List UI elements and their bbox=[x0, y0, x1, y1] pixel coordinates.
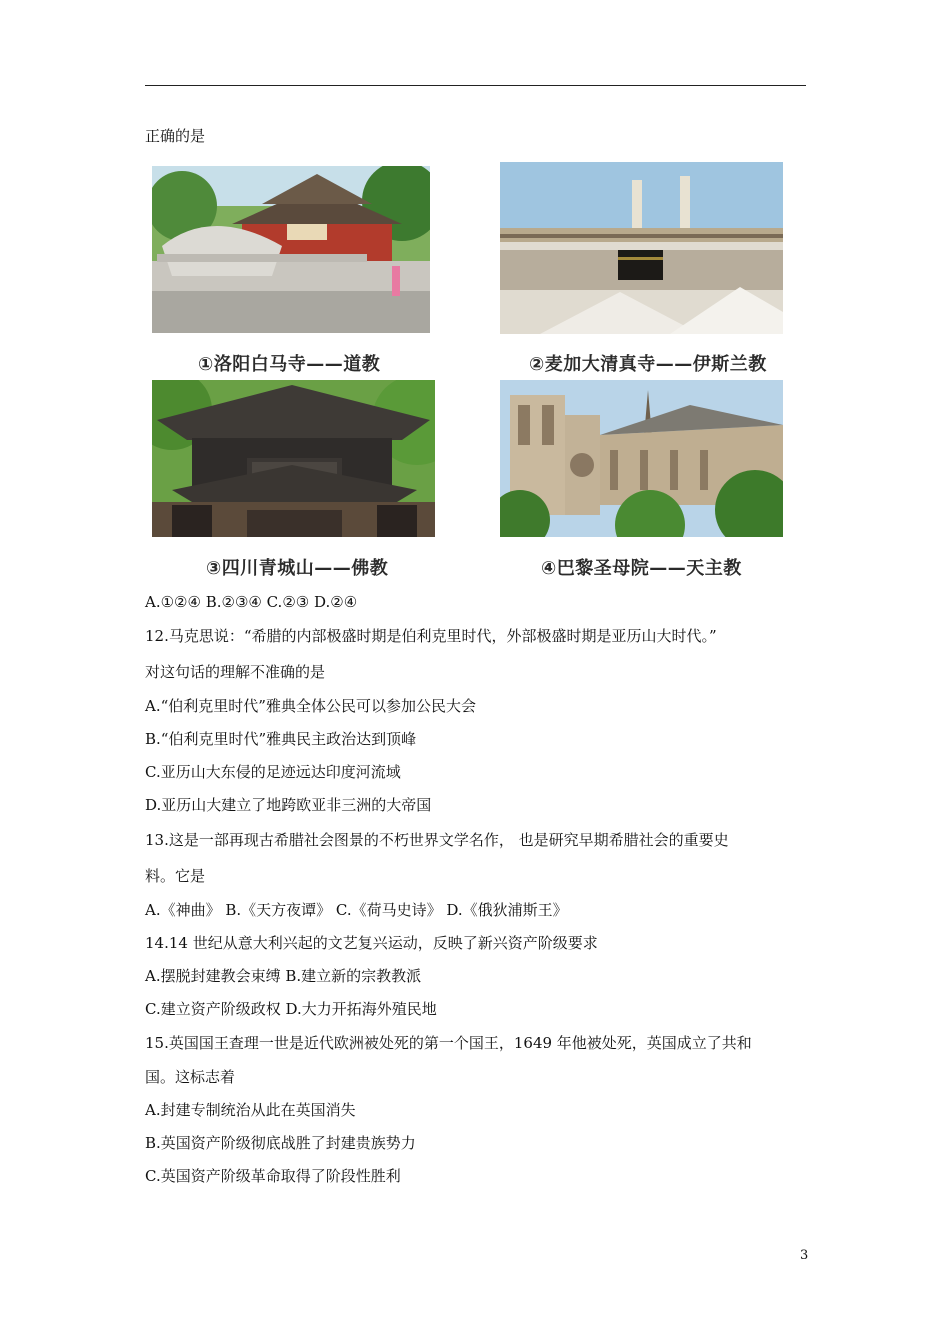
q14-options-line2: C.建立资产阶级政权 D.大力开拓海外殖民地 bbox=[145, 1000, 437, 1018]
page-number: 3 bbox=[800, 1248, 809, 1263]
q12-option-b: B.“伯利克里时代”雅典民主政治达到顶峰 bbox=[145, 730, 417, 748]
q11-options: A.①②④ B.②③④ C.②③ D.②④ bbox=[145, 593, 358, 611]
q12-stem-line1: 12.马克思说：“希腊的内部极盛时期是伯利克里时代，外部极盛时期是亚历山大时代。” bbox=[145, 627, 717, 645]
question-intro: 正确的是 bbox=[145, 127, 206, 145]
q14-options-line1: A.摆脱封建教会束缚 B.建立新的宗教教派 bbox=[145, 967, 422, 985]
q15-stem-line2: 国。这标志着 bbox=[145, 1068, 236, 1086]
q15-option-b: B.英国资产阶级彻底战胜了封建贵族势力 bbox=[145, 1134, 416, 1152]
q13-options: A.《神曲》 B.《天方夜谭》 C.《荷马史诗》 D.《俄狄浦斯王》 bbox=[145, 901, 568, 919]
q13-stem-line1: 13.这是一部再现古希腊社会图景的不朽世界文学名作， 也是研究早期希腊社会的重要史 bbox=[145, 831, 729, 849]
figure-caption-2: ②麦加大清真寺——伊斯兰教 bbox=[529, 354, 767, 375]
figure-caption-4: ④巴黎圣母院——天主教 bbox=[541, 558, 742, 579]
q12-option-d: D.亚历山大建立了地跨欧亚非三洲的大帝国 bbox=[145, 796, 432, 814]
q15-stem-line1: 15.英国国王查理一世是近代欧洲被处死的第一个国王，1649 年他被处死，英国成立了共和 bbox=[145, 1034, 752, 1052]
gothic-cathedral-photo bbox=[500, 380, 783, 537]
q15-option-c: C.英国资产阶级革命取得了阶段性胜利 bbox=[145, 1167, 401, 1185]
q12-stem-line2: 对这句话的理解不准确的是 bbox=[145, 663, 326, 681]
chinese-gate-photo bbox=[152, 380, 435, 537]
q13-stem-line2: 料。它是 bbox=[145, 867, 206, 885]
mosque-kaaba-photo bbox=[500, 162, 783, 334]
q12-option-a: A.“伯利克里时代”雅典全体公民可以参加公民大会 bbox=[145, 697, 476, 715]
q12-option-c: C.亚历山大东侵的足迹远达印度河流域 bbox=[145, 763, 401, 781]
figure-caption-3: ③四川青城山——佛教 bbox=[206, 558, 389, 579]
figure-caption-1: ①洛阳白马寺——道教 bbox=[198, 354, 381, 375]
chinese-temple-photo bbox=[152, 166, 430, 333]
header-rule bbox=[145, 85, 806, 86]
q15-option-a: A.封建专制统治从此在英国消失 bbox=[145, 1101, 356, 1119]
q14-stem: 14.14 世纪从意大利兴起的文艺复兴运动，反映了新兴资产阶级要求 bbox=[145, 934, 598, 952]
